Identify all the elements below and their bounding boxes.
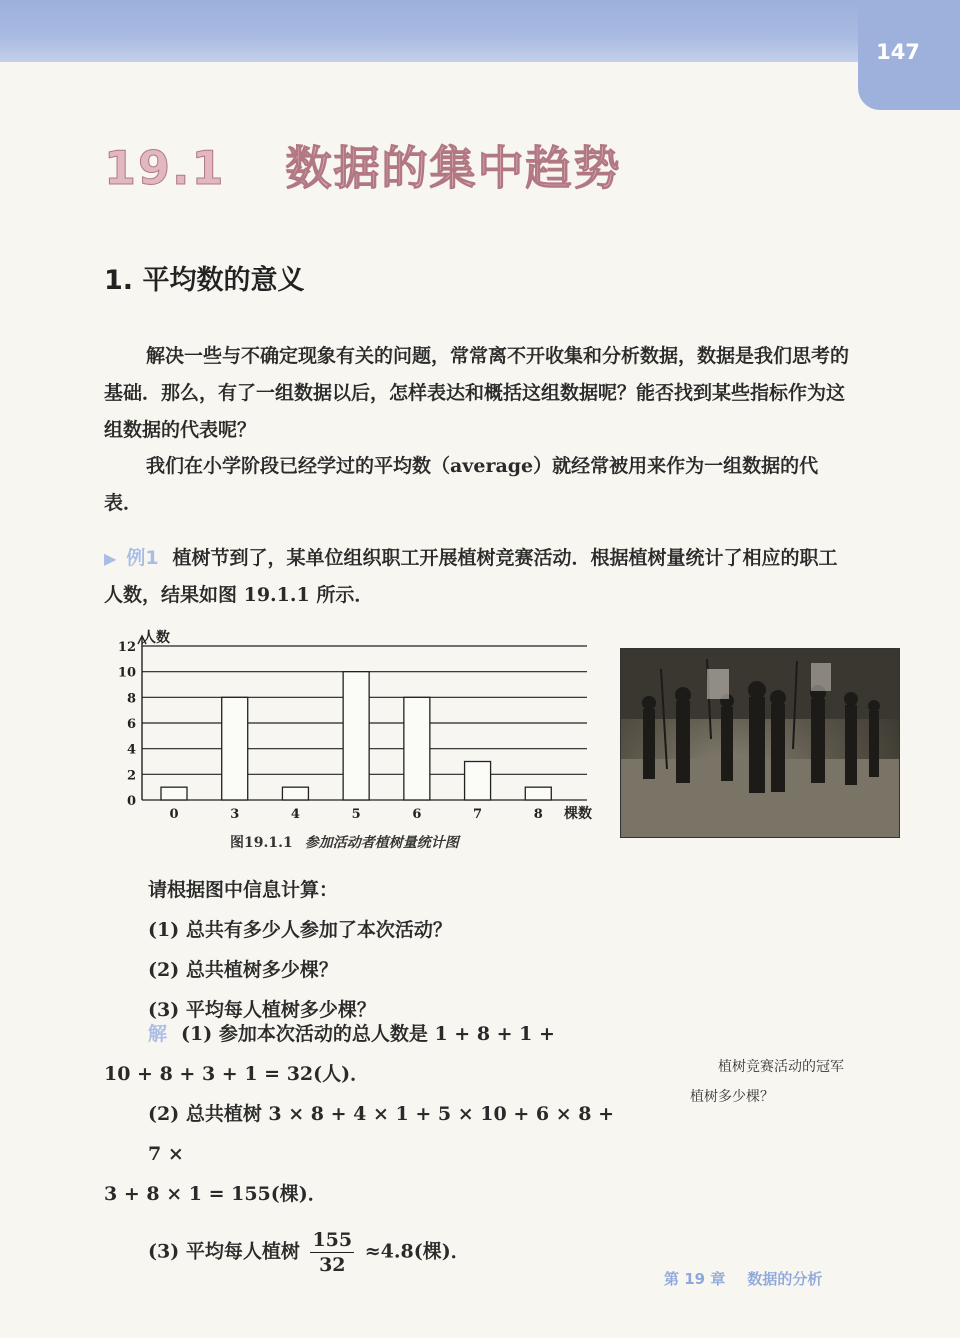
x-tick-label: 7: [473, 807, 483, 822]
x-tick-label: 6: [412, 807, 422, 822]
x-tick-label: 4: [290, 807, 300, 822]
example-label: 例1: [126, 547, 159, 569]
y-tick-label: 8: [126, 691, 136, 707]
x-tick-label: 5: [351, 807, 361, 822]
solution-label: 解: [148, 1023, 168, 1045]
bar-5: [343, 672, 369, 800]
footer-chapter-title: 数据的分析: [747, 1270, 823, 1288]
y-tick-label: 4: [126, 742, 136, 758]
example-text: 植树节到了，某单位组织职工开展植树竞赛活动．根据植树量统计了相应的职工人数，结果如图 19.1.1 所示．: [104, 547, 838, 606]
top-header-band: [0, 0, 960, 62]
y-tick-label: 0: [126, 794, 136, 809]
footer: [664, 1268, 822, 1289]
y-axis-label: 人数: [142, 630, 170, 646]
x-tick-label: 8: [533, 807, 543, 822]
x-axis-label: 棵数: [564, 806, 592, 822]
subsection-title: 1. 平均数的意义: [104, 265, 305, 296]
y-tick-label: 2: [126, 768, 136, 784]
figure-caption-text: 参加活动者植树量统计图: [304, 835, 459, 851]
question-list: [148, 870, 452, 1030]
solution: [104, 1014, 614, 1277]
photo-silhouettes: [621, 649, 899, 837]
y-tick-label: 12: [117, 640, 136, 655]
question-item: (1) 总共有多少人参加了本次活动？: [148, 919, 452, 941]
bar-3: [222, 697, 248, 800]
fraction: [310, 1228, 354, 1277]
tree-planting-bar-chart: [112, 622, 602, 830]
bar-7: [465, 762, 491, 801]
footer-chapter: 第 19 章: [664, 1270, 726, 1288]
x-tick-label: 3: [230, 807, 240, 822]
question-item: (2) 总共植树多少棵？: [148, 959, 338, 981]
example-1: [104, 540, 850, 614]
fraction-numerator: 155: [312, 1229, 353, 1251]
y-tick-label: 10: [117, 665, 136, 681]
fraction-denominator: 32: [319, 1254, 346, 1276]
solution-part1-a: (1) 参加本次活动的总人数是 1 + 8 + 1 +: [181, 1023, 555, 1045]
section-number: 19.1: [104, 141, 226, 195]
example-arrow-icon: ▶: [104, 549, 117, 568]
page-number: 147: [876, 40, 920, 64]
solution-part3-prefix: (3) 平均每人植树: [148, 1240, 300, 1263]
section-heading-text: 数据的集中趋势: [285, 141, 622, 195]
intro-paragraph: 解决一些与不确定现象有关的问题，常常离不开收集和分析数据，数据是我们思考的基础．那么，有了一组数据以后，怎样表达和概括这组数据呢？能否找到某些指标作为这组数据的代表呢？: [104, 345, 850, 441]
figure-number: 图19.1.1: [230, 835, 293, 851]
y-tick-label: 6: [126, 717, 136, 732]
margin-side-note: 植树竞赛活动的冠军植树多少棵？: [690, 1059, 844, 1105]
solution-part1-line1: [104, 1014, 614, 1054]
question-item: (3) 平均每人植树多少棵？: [148, 999, 376, 1021]
bar-6: [404, 697, 430, 800]
bar-8: [525, 787, 551, 800]
question-intro: 请根据图中信息计算：: [148, 879, 339, 901]
page-number-tab: [858, 0, 960, 110]
solution-part3-suffix: ≈4.8(棵)．: [364, 1240, 470, 1263]
solution-part3: [104, 1228, 614, 1277]
solution-part2-line1: (2) 总共植树 3 × 8 + 4 × 1 + 5 × 10 + 6 × 8 + 7 ×: [148, 1103, 614, 1165]
solution-part1-line2: 10 + 8 + 3 + 1 = 32(人)．: [104, 1063, 370, 1085]
chart-caption: [230, 832, 459, 852]
solution-part2-line2: 3 + 8 × 1 = 155(棵)．: [104, 1183, 327, 1205]
x-tick-label: 0: [169, 807, 179, 822]
section-title: [104, 132, 622, 198]
average-paragraph: 我们在小学阶段已经学过的平均数（average）就经常被用来作为一组数据的代表．: [104, 455, 819, 514]
bar-4: [282, 787, 308, 800]
bar-0: [161, 787, 187, 800]
tree-planting-photo: [620, 648, 900, 838]
